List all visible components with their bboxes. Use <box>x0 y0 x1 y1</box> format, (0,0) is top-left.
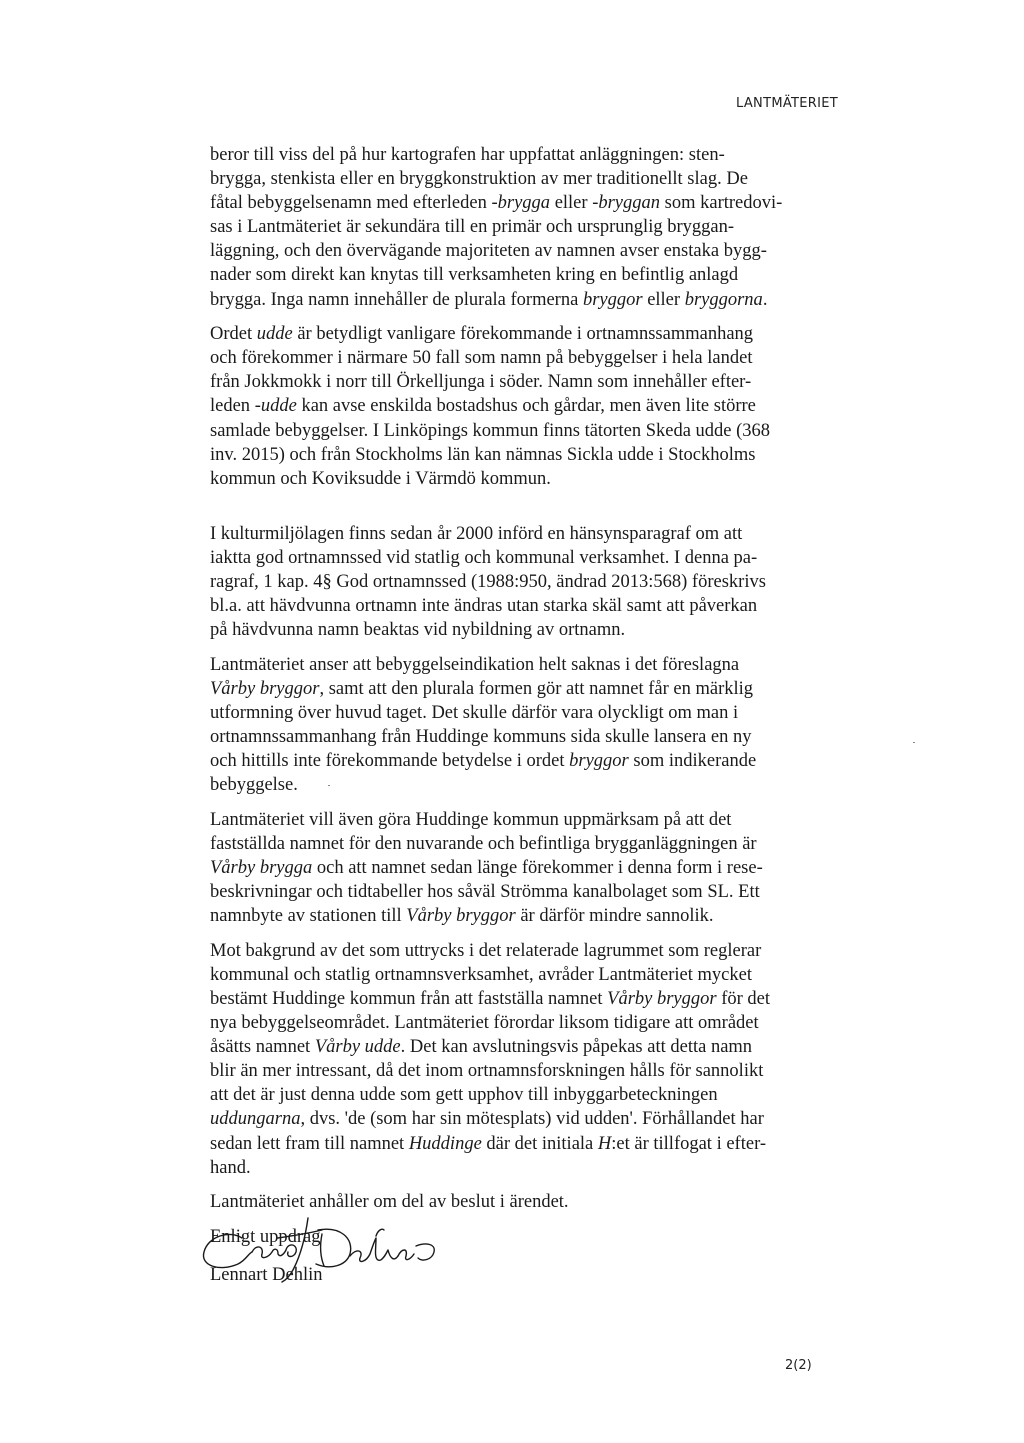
text-run: hand. <box>210 1157 251 1178</box>
text-run: :et är tillfogat i efter- <box>611 1133 767 1154</box>
text-run: där det initiala <box>481 1133 598 1154</box>
text-line <box>210 594 845 618</box>
text-run: är därför mindre sannolik. <box>515 906 714 927</box>
text-run: beror till viss del på hur kartografen har uppfattat anläggningen: sten- <box>210 145 725 165</box>
text-run: kan avse enskilda bostadshus och gårdar, men även lite större <box>296 396 756 417</box>
text-line <box>210 618 845 642</box>
text-run: bestämt Huddinge kommun från att fastställa namnet <box>210 989 608 1009</box>
text-line <box>210 1011 845 1035</box>
text-line <box>210 987 845 1011</box>
text-run: samlade bebyggelser. I Linköpings kommun finns tätorten Skeda udde (368 <box>210 420 771 441</box>
text-run: Lantmäteriet vill även göra Huddinge kommun uppmärksam på att det <box>210 809 732 830</box>
text-line <box>210 546 845 570</box>
text-line <box>210 773 845 797</box>
italic-term: uddungarna <box>210 1109 301 1130</box>
text-line <box>210 1156 845 1180</box>
text-run: . <box>762 289 768 310</box>
italic-term: H <box>597 1133 612 1154</box>
text-line <box>210 143 845 167</box>
text-run: , samt att den plurala formen gör att namnet får en märklig <box>319 678 754 699</box>
paragraph <box>210 322 845 491</box>
paragraph <box>210 808 845 928</box>
text-run: , dvs. 'de (som har sin mötesplats) vid udden'. Förhållandet har <box>300 1109 764 1130</box>
text-line <box>210 880 845 904</box>
text-line <box>210 419 845 443</box>
italic-term: -bryggan <box>592 193 661 214</box>
text-run: för det <box>716 989 771 1009</box>
text-run: läggning, och den övervägande majoriteten av namnen avser enstaka bygg- <box>210 241 767 262</box>
text-run: utformning över huvud taget. Det skulle därför vara olyckligt om man i <box>210 702 739 723</box>
text-run: nya bebyggelseområdet. Lantmäteriet förordar liksom tidigare att området <box>210 1013 759 1034</box>
text-line <box>210 1083 845 1107</box>
text-line <box>210 263 845 287</box>
text-line <box>210 1107 845 1131</box>
text-run: ragraf, 1 kap. 4§ God ortnamnssed (1988:950, ändrad 2013:568) föreskrivs <box>210 572 766 592</box>
text-run: Lantmäteriet anhåller om del av beslut i ärendet. <box>210 1192 569 1213</box>
text-run: fåtal bebyggelsenamn med efterleden <box>210 193 492 214</box>
text-run: Mot bakgrund av det som uttrycks i det relaterade lagrummet som reglerar <box>210 940 762 961</box>
scan-speck <box>328 785 330 786</box>
text-line <box>210 856 845 880</box>
paragraph-container <box>210 143 845 1214</box>
text-run: . Det kan avslutningsvis påpekas att detta namn <box>400 1037 753 1058</box>
text-line <box>210 832 845 856</box>
text-run: och förekommer i närmare 50 fall som namn på bebyggelser i hela landet <box>210 348 753 369</box>
italic-term: Vårby bryggor <box>607 989 717 1009</box>
text-line <box>210 653 845 677</box>
text-line <box>210 288 845 312</box>
text-run: eller <box>642 289 685 310</box>
text-line <box>210 394 845 418</box>
text-run: som kartredovi- <box>660 193 783 214</box>
paragraph <box>210 522 845 642</box>
text-run: sedan lett fram till namnet <box>210 1133 409 1154</box>
text-line <box>210 725 845 749</box>
page-number: 2(2) <box>785 1358 812 1373</box>
text-run: brygga. Inga namn innehåller de plurala formerna <box>210 289 583 310</box>
text-run: iaktta god ortnamnssed vid statlig och kommunal verksamhet. I denna pa- <box>210 547 758 568</box>
italic-term: Huddinge <box>408 1133 482 1154</box>
organization-header: LANTMÄTERIET <box>736 96 838 111</box>
text-line <box>210 322 845 346</box>
paragraph <box>210 653 845 798</box>
text-run: ortnamnssammanhang från Huddinge kommuns sida skulle lansera en ny <box>210 727 752 748</box>
text-run: namnbyte av stationen till <box>210 906 407 927</box>
text-run: sas i Lantmäteriet är sekundära till en primär och ursprunglig bryggan- <box>210 217 734 238</box>
paragraph <box>210 939 845 1180</box>
italic-term: Vårby bryggor <box>406 906 516 927</box>
text-line <box>210 191 845 215</box>
text-run: brygga, stenkista eller en bryggkonstruktion av mer traditionellt slag. De <box>210 169 748 190</box>
text-run: blir än mer intressant, då det inom ortnamnsforskningen hålls för sannolikt <box>210 1061 764 1082</box>
italic-term: Vårby bryggor <box>210 678 320 699</box>
text-line <box>210 1035 845 1059</box>
text-run: I kulturmiljölagen finns sedan år 2000 införd en hänsynsparagraf om att <box>210 523 743 544</box>
text-run: Lantmäteriet anser att bebyggelseindikation helt saknas i det föreslagna <box>210 654 740 675</box>
italic-term: bryggor <box>569 751 629 772</box>
text-run: och hittills inte förekommande betydelse i ordet <box>210 751 570 772</box>
text-run: inv. 2015) och från Stockholms län kan nämnas Sickla udde i Stockholms <box>210 444 756 465</box>
text-line <box>210 570 845 594</box>
text-line <box>210 904 845 928</box>
text-run: kommun och Koviksudde i Värmdö kommun. <box>210 468 551 489</box>
text-line <box>210 939 845 963</box>
text-run: åsätts namnet <box>210 1037 315 1058</box>
text-line <box>210 808 845 832</box>
text-run: från Jokkmokk i norr till Örkelljunga i söder. Namn som innehåller efter- <box>210 372 752 393</box>
text-line <box>210 701 845 725</box>
paragraph <box>210 143 845 312</box>
text-line <box>210 370 845 394</box>
text-line <box>210 346 845 370</box>
text-line <box>210 963 845 987</box>
text-line <box>210 443 845 467</box>
text-run: nader som direkt kan knytas till verksamheten kring en befintlig anlagd <box>210 265 739 286</box>
text-run: fastställda namnet för den nuvarande och befintliga brygganläggningen är <box>210 833 757 854</box>
italic-term: udde <box>256 324 293 345</box>
text-run: och att namnet sedan länge förekommer i denna form i rese- <box>312 858 763 879</box>
signer-name: Lennart Dehlin <box>210 1265 323 1285</box>
text-line <box>210 1132 845 1156</box>
text-line <box>210 467 845 491</box>
italic-term: Vårby brygga <box>210 858 313 879</box>
text-run: beskrivningar och tidtabeller hos såväl Strömma kanalbolaget som SL. Ett <box>210 882 760 903</box>
letter-body <box>210 143 845 1259</box>
text-run: bl.a. att hävdvunna ortnamn inte ändras utan starka skäl samt att påverkan <box>210 596 758 617</box>
italic-term: bryggor <box>582 289 643 310</box>
text-run: Ordet <box>210 324 257 345</box>
italic-term: -brygga <box>491 193 551 214</box>
text-line <box>210 677 845 701</box>
text-run: som indikerande <box>628 751 757 772</box>
text-run: på hävdvunna namn beaktas vid nybildning av ortnamn. <box>210 620 626 641</box>
italic-term: bryggorna <box>684 289 763 310</box>
text-line <box>210 167 845 191</box>
italic-term: -udde <box>254 396 297 417</box>
text-run: eller <box>550 193 593 214</box>
text-line <box>210 215 845 239</box>
text-run: är betydligt vanligare förekommande i ortnamnssammanhang <box>292 324 754 345</box>
closing-phrase: Enligt uppdrag <box>210 1226 321 1247</box>
text-line <box>210 522 845 546</box>
text-run: att det är just denna udde som gett upphov till inbyggarbeteckningen <box>210 1085 718 1106</box>
text-run: leden <box>210 396 255 417</box>
text-line <box>210 1059 845 1083</box>
text-line <box>210 749 845 773</box>
scan-speck <box>913 742 915 743</box>
italic-term: Vårby udde <box>314 1037 401 1058</box>
text-run: kommunal och statlig ortnamnsverksamhet, avråder Lantmäteriet mycket <box>210 964 752 985</box>
text-run: bebyggelse. <box>210 775 298 796</box>
text-line <box>210 239 845 263</box>
